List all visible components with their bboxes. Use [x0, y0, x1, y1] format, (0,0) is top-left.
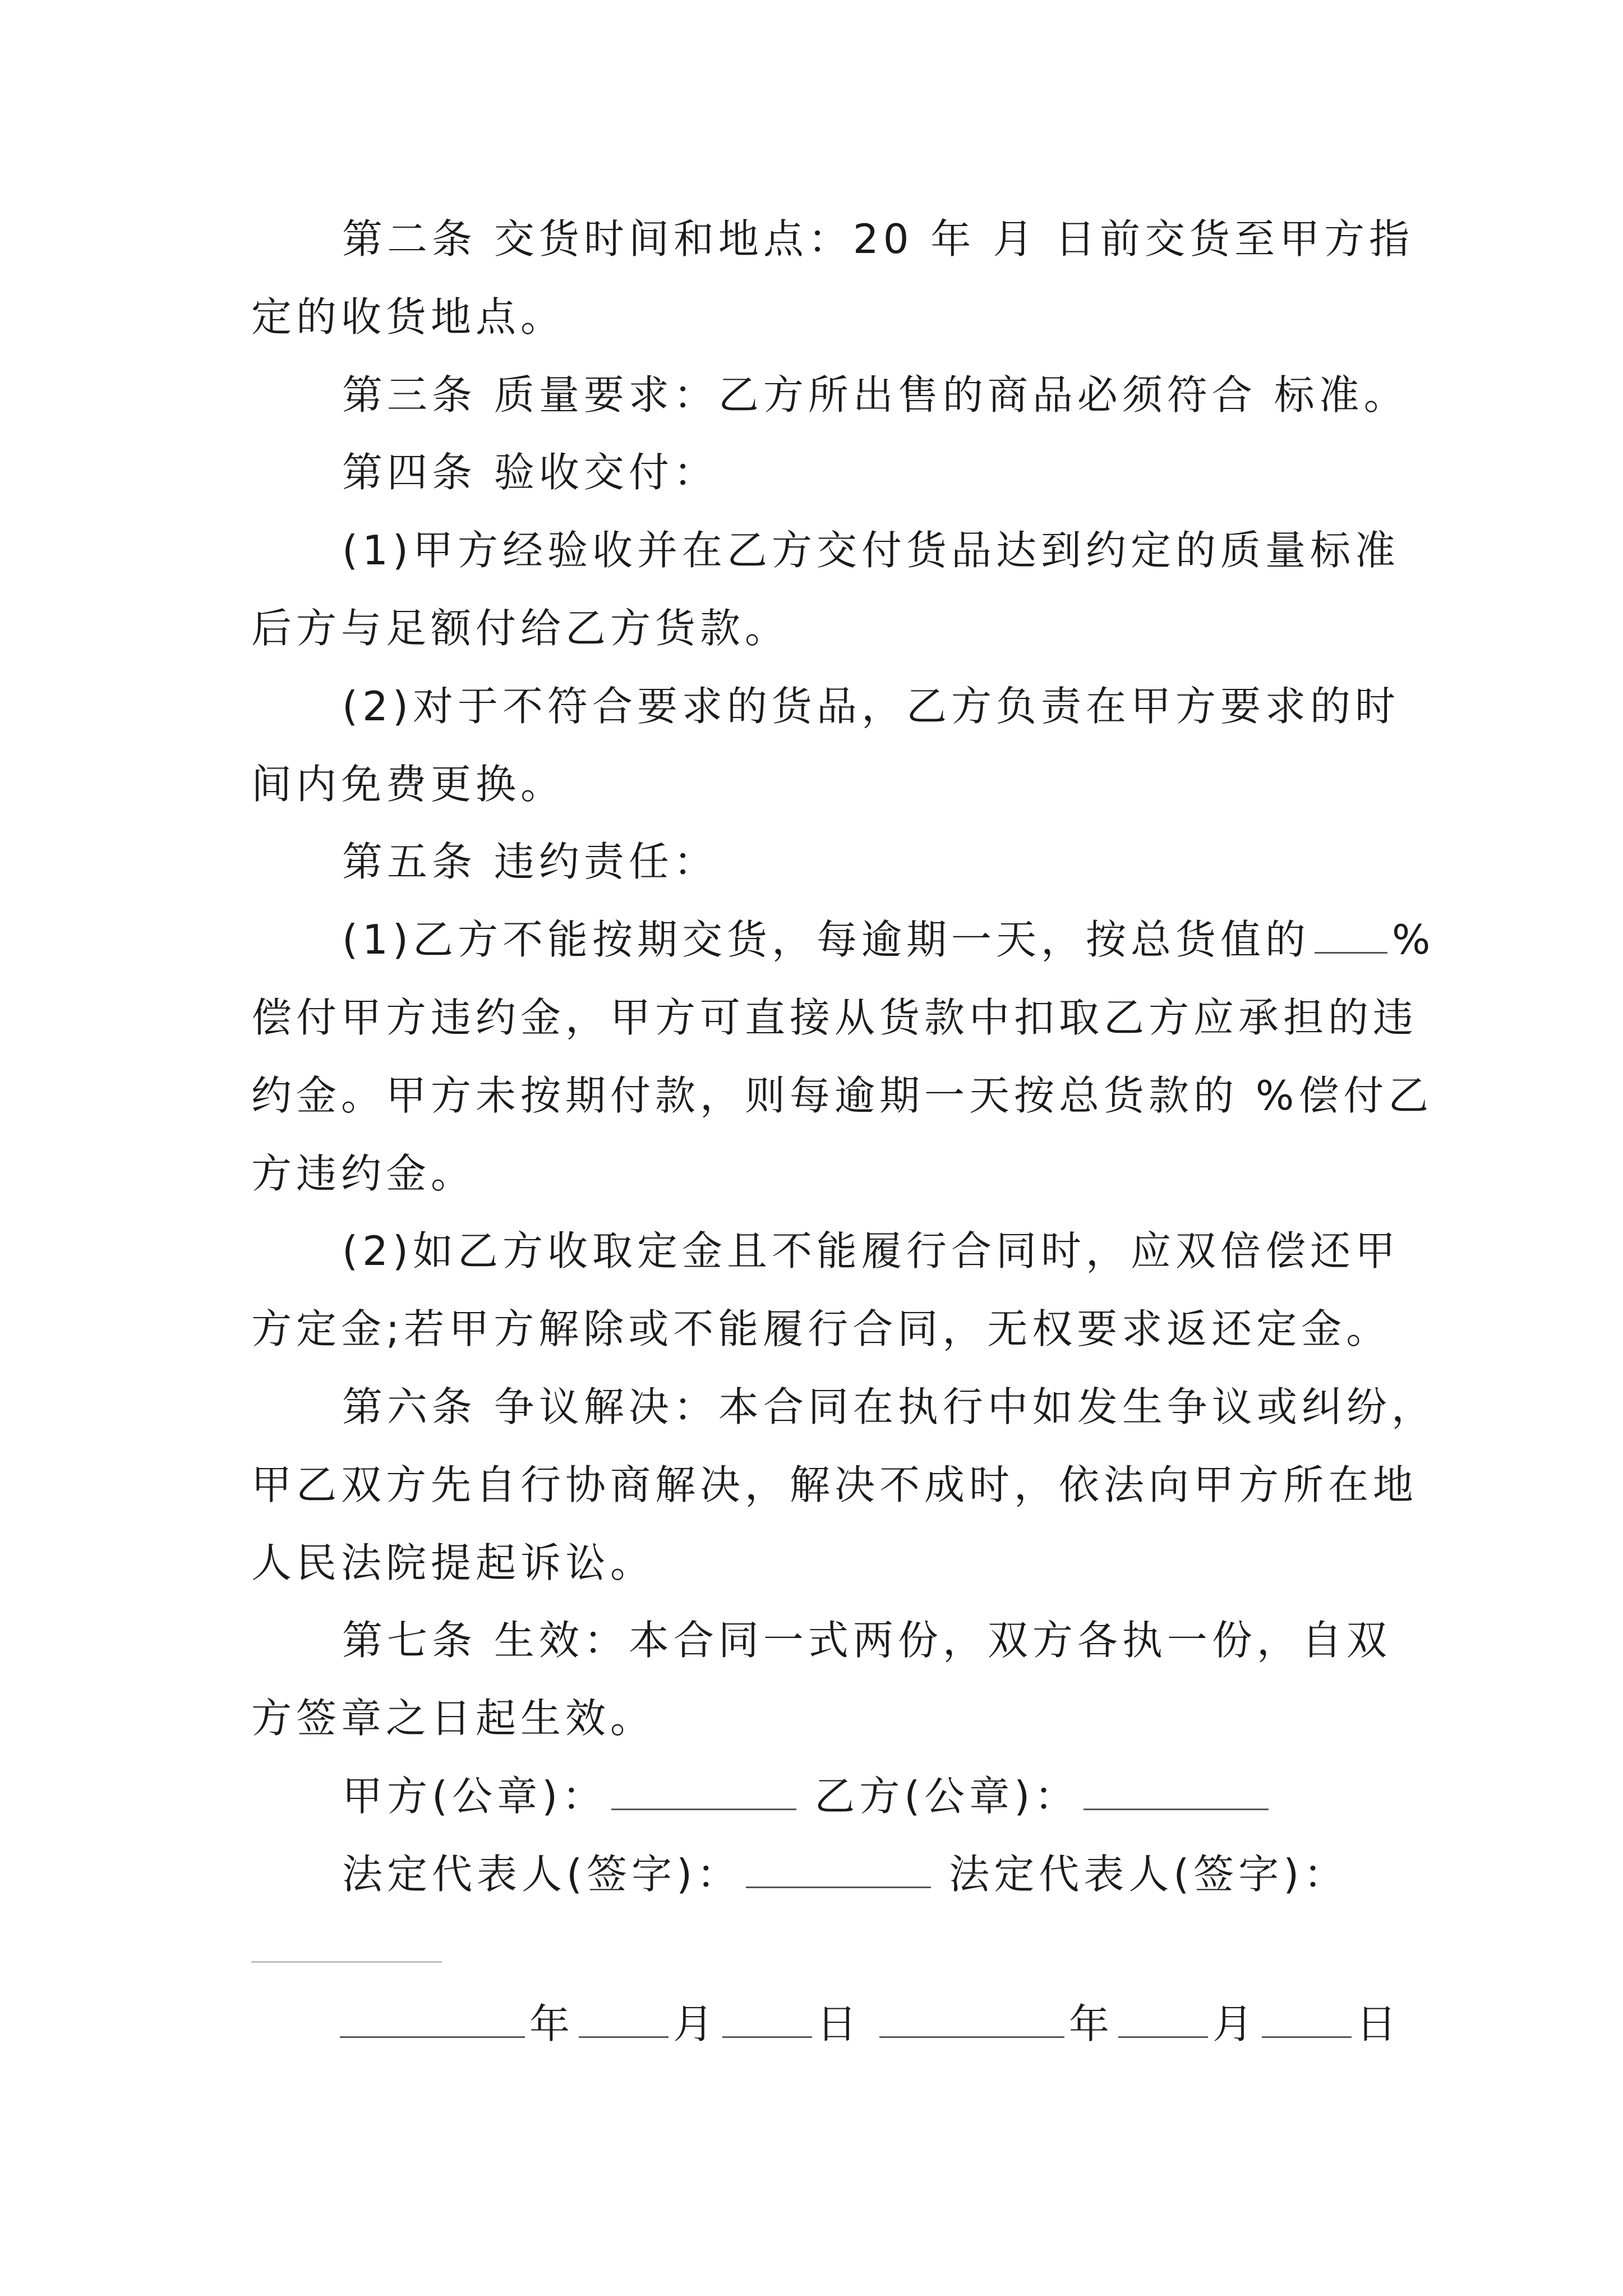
party-b-day-blank [1262, 2036, 1352, 2038]
article-4-item-2-line-2: 间内免费更换。 [251, 761, 566, 808]
party-a-year-label: 年 [529, 2000, 575, 2047]
party-a-seal-blank [611, 1808, 796, 1810]
percent-sign: % [1392, 916, 1435, 963]
party-a-day-blank [722, 2036, 812, 2038]
representative-row [342, 1851, 1408, 1898]
article-5-item-1-line-4: 方违约金。 [251, 1150, 476, 1197]
party-b-rep-label: 法定代表人(签字)： [949, 1851, 1349, 1898]
article-4-item-2-line-1: (2)对于不符合要求的货品，乙方负责在甲方要求的时 [342, 683, 1400, 730]
party-b-seal-label: 乙方(公章)： [814, 1773, 1080, 1820]
article-6-line-3: 人民法院提起诉讼。 [251, 1539, 656, 1586]
party-a-rep-blank [746, 1886, 931, 1888]
article-3: 第三条 质量要求：乙方所出售的商品必须符合 标准。 [342, 371, 1409, 418]
party-b-month-blank [1118, 2036, 1208, 2038]
article-5-item-2-line-1: (2)如乙方收取定金且不能履行合同时，应双倍偿还甲 [342, 1227, 1400, 1274]
article-6-line-2: 甲乙双方先自行协商解决，解决不成时，依法向甲方所在地 [251, 1461, 1418, 1508]
party-b-day-label: 日 [1356, 2000, 1401, 2047]
article-7-line-2: 方签章之日起生效。 [251, 1695, 656, 1742]
party-b-month-label: 月 [1212, 2000, 1258, 2047]
party-b-seal-blank [1083, 1808, 1269, 1810]
article-2-line-2: 定的收货地点。 [251, 293, 566, 341]
party-a-month-blank [579, 2036, 668, 2038]
percent-blank-underline [1315, 951, 1387, 954]
party-b-year-blank [879, 2036, 1064, 2038]
article-5-item-1-line-2: 偿付甲方违约金，甲方可直接从货款中扣取乙方应承担的违 [251, 994, 1418, 1041]
article-4-item-1-line-1: (1)甲方经验收并在乙方交付货品达到约定的质量标准 [342, 527, 1400, 574]
article-5-item-1-line-1 [342, 916, 1435, 963]
party-a-month-label: 月 [673, 2000, 718, 2047]
article-5-item-1-text: (1)乙方不能按期交货，每逾期一天，按总货值的 [342, 916, 1310, 963]
article-6-line-1: 第六条 争议解决：本合同在执行中如发生争议或纠纷， [342, 1383, 1436, 1430]
article-5-heading: 第五条 违约责任： [342, 838, 718, 885]
party-b-rep-blank [251, 1961, 442, 1963]
article-4-heading: 第四条 验收交付： [342, 449, 718, 496]
party-a-year-blank [340, 2036, 525, 2038]
party-a-seal-label: 甲方(公章)： [342, 1773, 607, 1820]
seal-row [342, 1773, 1408, 1820]
party-b-year-label: 年 [1069, 2000, 1114, 2047]
date-row [335, 2000, 1485, 2047]
article-5-item-1-line-3: 约金。甲方未按期付款，则每逾期一天按总货款的 %偿付乙 [251, 1072, 1433, 1119]
article-2-line-1: 第二条 交货时间和地点：20 年 月 日前交货至甲方指 [342, 215, 1414, 263]
party-a-day-label: 日 [817, 2000, 862, 2047]
article-7-line-1: 第七条 生效：本合同一式两份，双方各执一份，自双 [342, 1617, 1391, 1664]
article-4-item-1-line-2: 后方与足额付给乙方货款。 [251, 605, 790, 652]
party-a-rep-label: 法定代表人(签字)： [342, 1851, 742, 1898]
article-5-item-2-line-2: 方定金;若甲方解除或不能履行合同，无权要求返还定金。 [251, 1305, 1391, 1352]
